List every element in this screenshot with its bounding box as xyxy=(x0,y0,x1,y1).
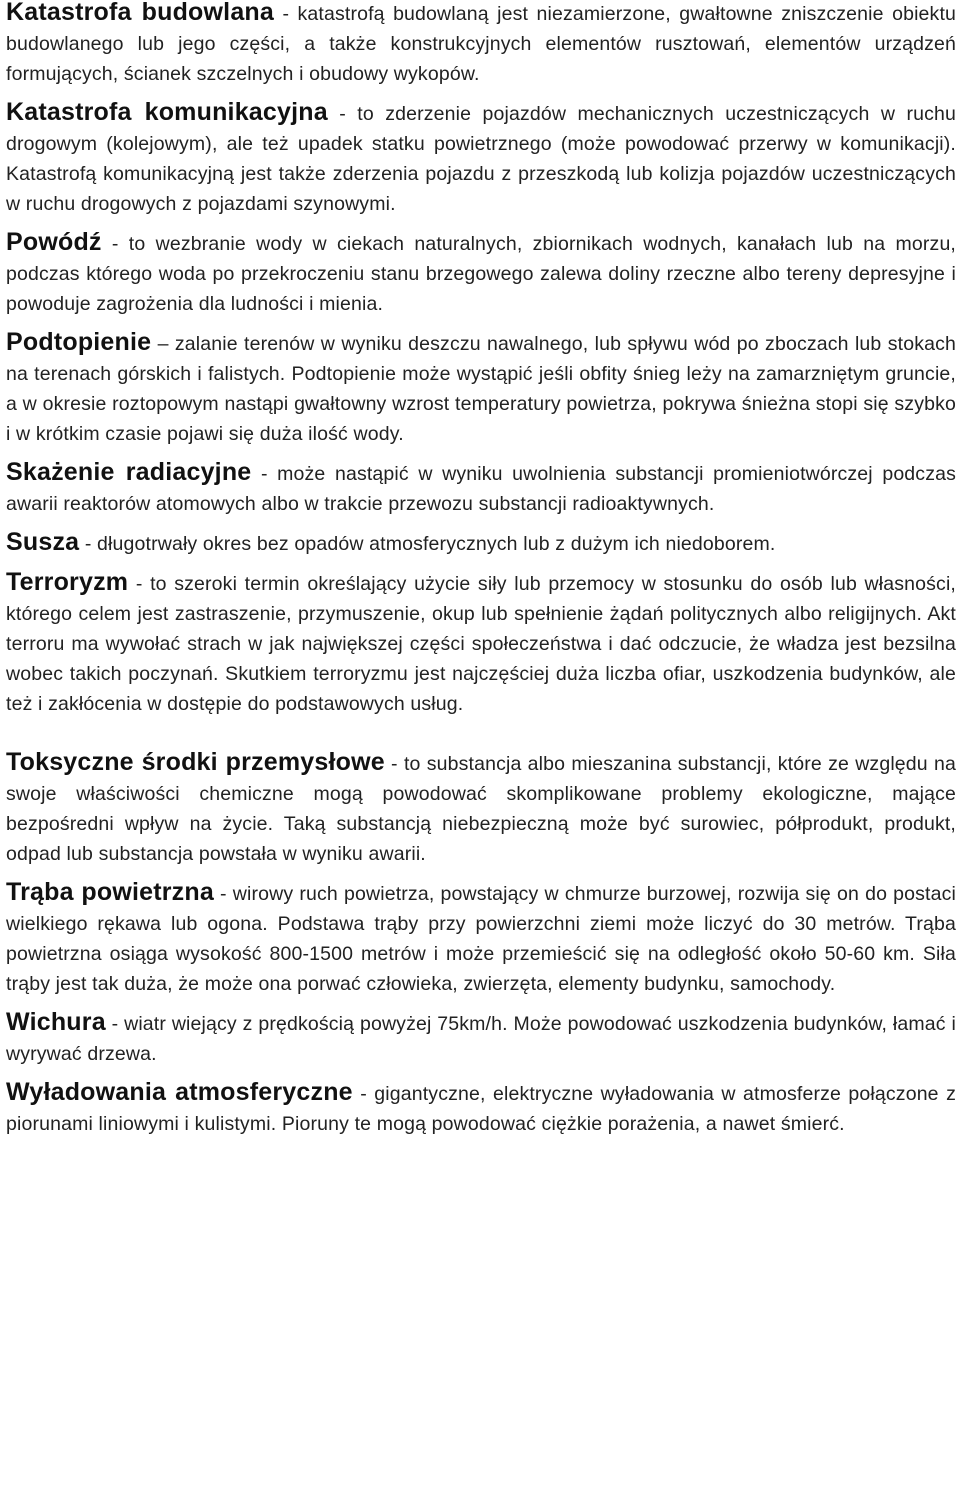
entry-separator: - xyxy=(274,3,298,25)
entry-separator: - xyxy=(128,573,151,595)
entry-podtopienie xyxy=(6,327,956,449)
entry-description: to szeroki termin określający użycie siły lub przemocy w stosunku do osób lub własności, którego celem jest zastraszenie, przymuszenie, okup lub spełnienie żądań politycznych albo religijnych. Akt terroru ma wywołać strach w jak największej części społeczeństwa i dać odczucie, że władza jest bezsilna wobec takich poczynań. Skutkiem terroryzmu jest najczęściej duża liczba ofiar, uszkodzenia budynków, ale też i zakłócenia w dostępie do podstawowych usług. xyxy=(6,573,956,715)
entry-description: gigantyczne, elektryczne wyładowania w atmosferze połączone z piorunami liniowymi i kulistymi. Pioruny te mogą powodować ciężkie porażenia, a nawet śmierć. xyxy=(6,1083,956,1135)
entry-toksyczne-srodki-przemyslowe xyxy=(6,747,956,869)
entry-term: Terroryzm xyxy=(6,568,129,596)
entry-separator: - xyxy=(352,1083,375,1105)
entry-term: Skażenie radiacyjne xyxy=(6,458,252,486)
entry-separator: - xyxy=(327,103,358,125)
entry-term: Powódź xyxy=(6,228,102,256)
entry-katastrofa-komunikacyjna xyxy=(6,97,956,219)
entry-description: zalanie terenów w wyniku deszczu nawalnego, lub spływu wód po zboczach lub stokach na terenach górskich i falistych. Podtopienie może wystąpić jeśli obfity śnieg leży na zamarzniętym gruncie, a w okresie roztopowym nastąpi gwałtowny wzrost temperatury powietrza, pokrywa śnieżna stopi się szybko i w krótkim czasie pojawi się duża ilość wody. xyxy=(6,333,956,445)
entry-susza xyxy=(6,527,956,559)
entry-separator: - xyxy=(384,753,404,775)
entry-skazenie-radiacyjne xyxy=(6,457,956,519)
entry-term: Wichura xyxy=(6,1008,106,1036)
entry-powodz xyxy=(6,227,956,319)
entry-separator: – xyxy=(151,333,175,355)
entry-description: długotrwały okres bez opadów atmosferycznych lub z dużym ich niedoborem. xyxy=(97,533,776,555)
document-page xyxy=(6,0,956,1139)
entry-separator: - xyxy=(105,1013,125,1035)
entry-separator: - xyxy=(251,463,278,485)
entry-katastrofa-budowlana xyxy=(6,0,956,89)
entry-wichura xyxy=(6,1007,956,1069)
entry-traba-powietrzna xyxy=(6,877,956,999)
entry-term: Katastrofa komunikacyjna xyxy=(6,98,328,126)
entry-wyladowania-atmosferyczne xyxy=(6,1077,956,1139)
entry-description: wirowy ruch powietrza, powstający w chmurze burzowej, rozwija się on do postaci wielkiego rękawa lub ogona. Podstawa trąby przy powierzchni ziemi może liczyć do 30 metrów. Trąba powietrzna osiąga wysokość 800-1500 metrów i może przemieścić się na odległość około 50-60 km. Siła trąby jest tak duża, że może ona porwać człowieka, zwierzęta, elementy budynku, samochody. xyxy=(6,883,956,995)
entry-term: Katastrofa budowlana xyxy=(6,0,275,26)
entry-separator: - xyxy=(79,533,98,555)
entry-description: to zderzenie pojazdów mechanicznych uczestniczących w ruchu drogowym (kolejowym), ale też upadek statku powietrznego (może powodować przerwy w komunikacji). Katastrofą komunikacyjną jest także zderzenia pojazdu z przeszkodą lub kolizja pojazdów uczestniczących w ruchu drogowych z pojazdami szynowymi. xyxy=(6,103,956,215)
entry-description: to wezbranie wody w ciekach naturalnych, zbiornikach wodnych, kanałach lub na morzu, podczas którego woda po przekroczeniu stanu brzegowego zalewa doliny rzeczne albo tereny depresyjne i powoduje zagrożenia dla ludności i mienia. xyxy=(6,233,957,315)
entry-term: Wyładowania atmosferyczne xyxy=(6,1078,353,1106)
entry-separator: - xyxy=(101,233,129,255)
entry-term: Trąba powietrzna xyxy=(6,878,214,906)
entry-description: może nastąpić w wyniku uwolnienia substancji promieniotwórczej podczas awarii reaktorów atomowych albo w trakcie przewozu substancji radioaktywnych. xyxy=(6,463,957,515)
entry-separator: - xyxy=(213,883,233,905)
entry-description: katastrofą budowlaną jest niezamierzone, gwałtowne zniszczenie obiektu budowlanego lub jego części, a także konstrukcyjnych elementów rusztowań, elementów urządzeń formujących, ścianek szczelnych i obudowy wykopów. xyxy=(6,3,957,85)
entry-terroryzm xyxy=(6,567,956,719)
entry-term: Toksyczne środki przemysłowe xyxy=(6,748,385,776)
entry-term: Susza xyxy=(6,528,80,556)
entry-description: to substancja albo mieszanina substancji, które ze względu na swoje właściwości chemiczne mogą powodować skomplikowane problemy ekologiczne, mające bezpośredni wpływ na życie. Taką substancją niebezpieczną może być surowiec, półprodukt, produkt, odpad lub substancja powstała w wyniku awarii. xyxy=(6,753,957,865)
entry-description: wiatr wiejący z prędkością powyżej 75km/h. Może powodować uszkodzenia budynków, łamać i wyrywać drzewa. xyxy=(6,1013,957,1065)
entry-term: Podtopienie xyxy=(6,328,152,356)
